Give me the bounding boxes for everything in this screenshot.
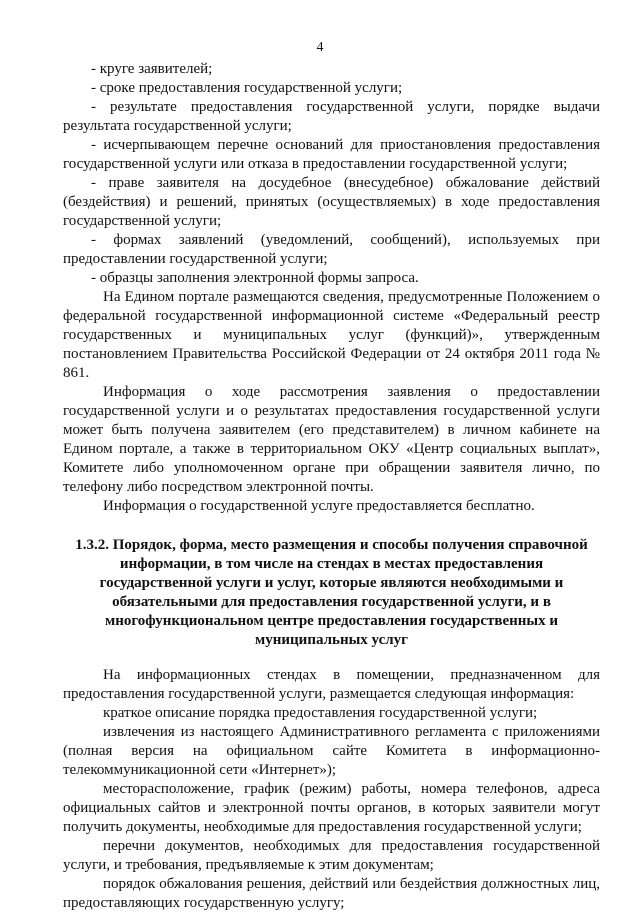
list-item: - результате предоставления государственной услуги, порядке выдачи результата государственной услуги;	[63, 99, 600, 134]
document-body	[63, 60, 600, 913]
page-number: 4	[316, 40, 324, 55]
paragraph: месторасположение, график (режим) работы, номера телефонов, адреса официальных сайтов и электронной почты органов, в которых заявители могут получить документы, необходимые для предоставления государственной услуги;	[63, 781, 600, 835]
list-item: - формах заявлений (уведомлений, сообщений), используемых при предоставлении государственной услуги;	[63, 232, 600, 267]
list-item: - сроке предоставления государственной услуги;	[91, 80, 403, 96]
list-item: - образцы заполнения электронной формы запроса.	[91, 270, 419, 286]
paragraph: На Едином портале размещаются сведения, предусмотренные Положением о федеральной государственной информационной системе «Федеральный реестр государственных и муниципальных услуг (функций)», утвержденным постановлением Правительства Российской Федерации от 24 октября 2011 года № 861.	[63, 289, 600, 381]
paragraph: Информация о ходе рассмотрения заявления о предоставлении государственной услуги и о результатах предоставления государственной услуги может быть получена заявителем (его представителем) в личном кабинете на Едином портале, а также в территориальном ОКУ «Центр социальных выплат», Комитете либо уполномоченном органе при обращении заявителя лично, по телефону либо посредством электронной почты.	[63, 384, 600, 495]
list-item: - праве заявителя на досудебное (внесудебное) обжалование действий (бездействия) и решений, принятых (осуществляемых) в ходе предоставления государственной услуги;	[63, 175, 600, 229]
paragraph: краткое описание порядка предоставления государственной услуги;	[103, 705, 538, 721]
list-item: - круге заявителей;	[91, 61, 213, 77]
paragraph: извлечения из настоящего Административного регламента с приложениями (полная версия на официальном сайте Комитета в информационно-телекоммуникационной сети «Интернет»);	[63, 724, 600, 778]
list-item: - исчерпывающем перечне оснований для приостановления предоставления государственной услуги или отказа в предоставлении государственной услуги;	[63, 137, 600, 172]
section-heading: 1.3.2. Порядок, форма, место размещения и способы получения справочной информации, в том числе на стендах в местах предоставления государственной услуги и услуг, которые являются необходимыми и обязательными для предоставления государственной услуги, и в многофункциональном центре предоставления государственных и муниципальных услуг	[75, 537, 588, 648]
paragraph: На информационных стендах в помещении, предназначенном для предоставления государственной услуги, размещается следующая информация:	[63, 667, 600, 702]
paragraph: перечни документов, необходимых для предоставления государственной услуги, и требования, предъявляемые к этим документам;	[63, 838, 600, 873]
paragraph: порядок обжалования решения, действий или бездействия должностных лиц, предоставляющих государственную услугу;	[63, 876, 600, 911]
paragraph: Информация о государственной услуге предоставляется бесплатно.	[103, 498, 535, 514]
